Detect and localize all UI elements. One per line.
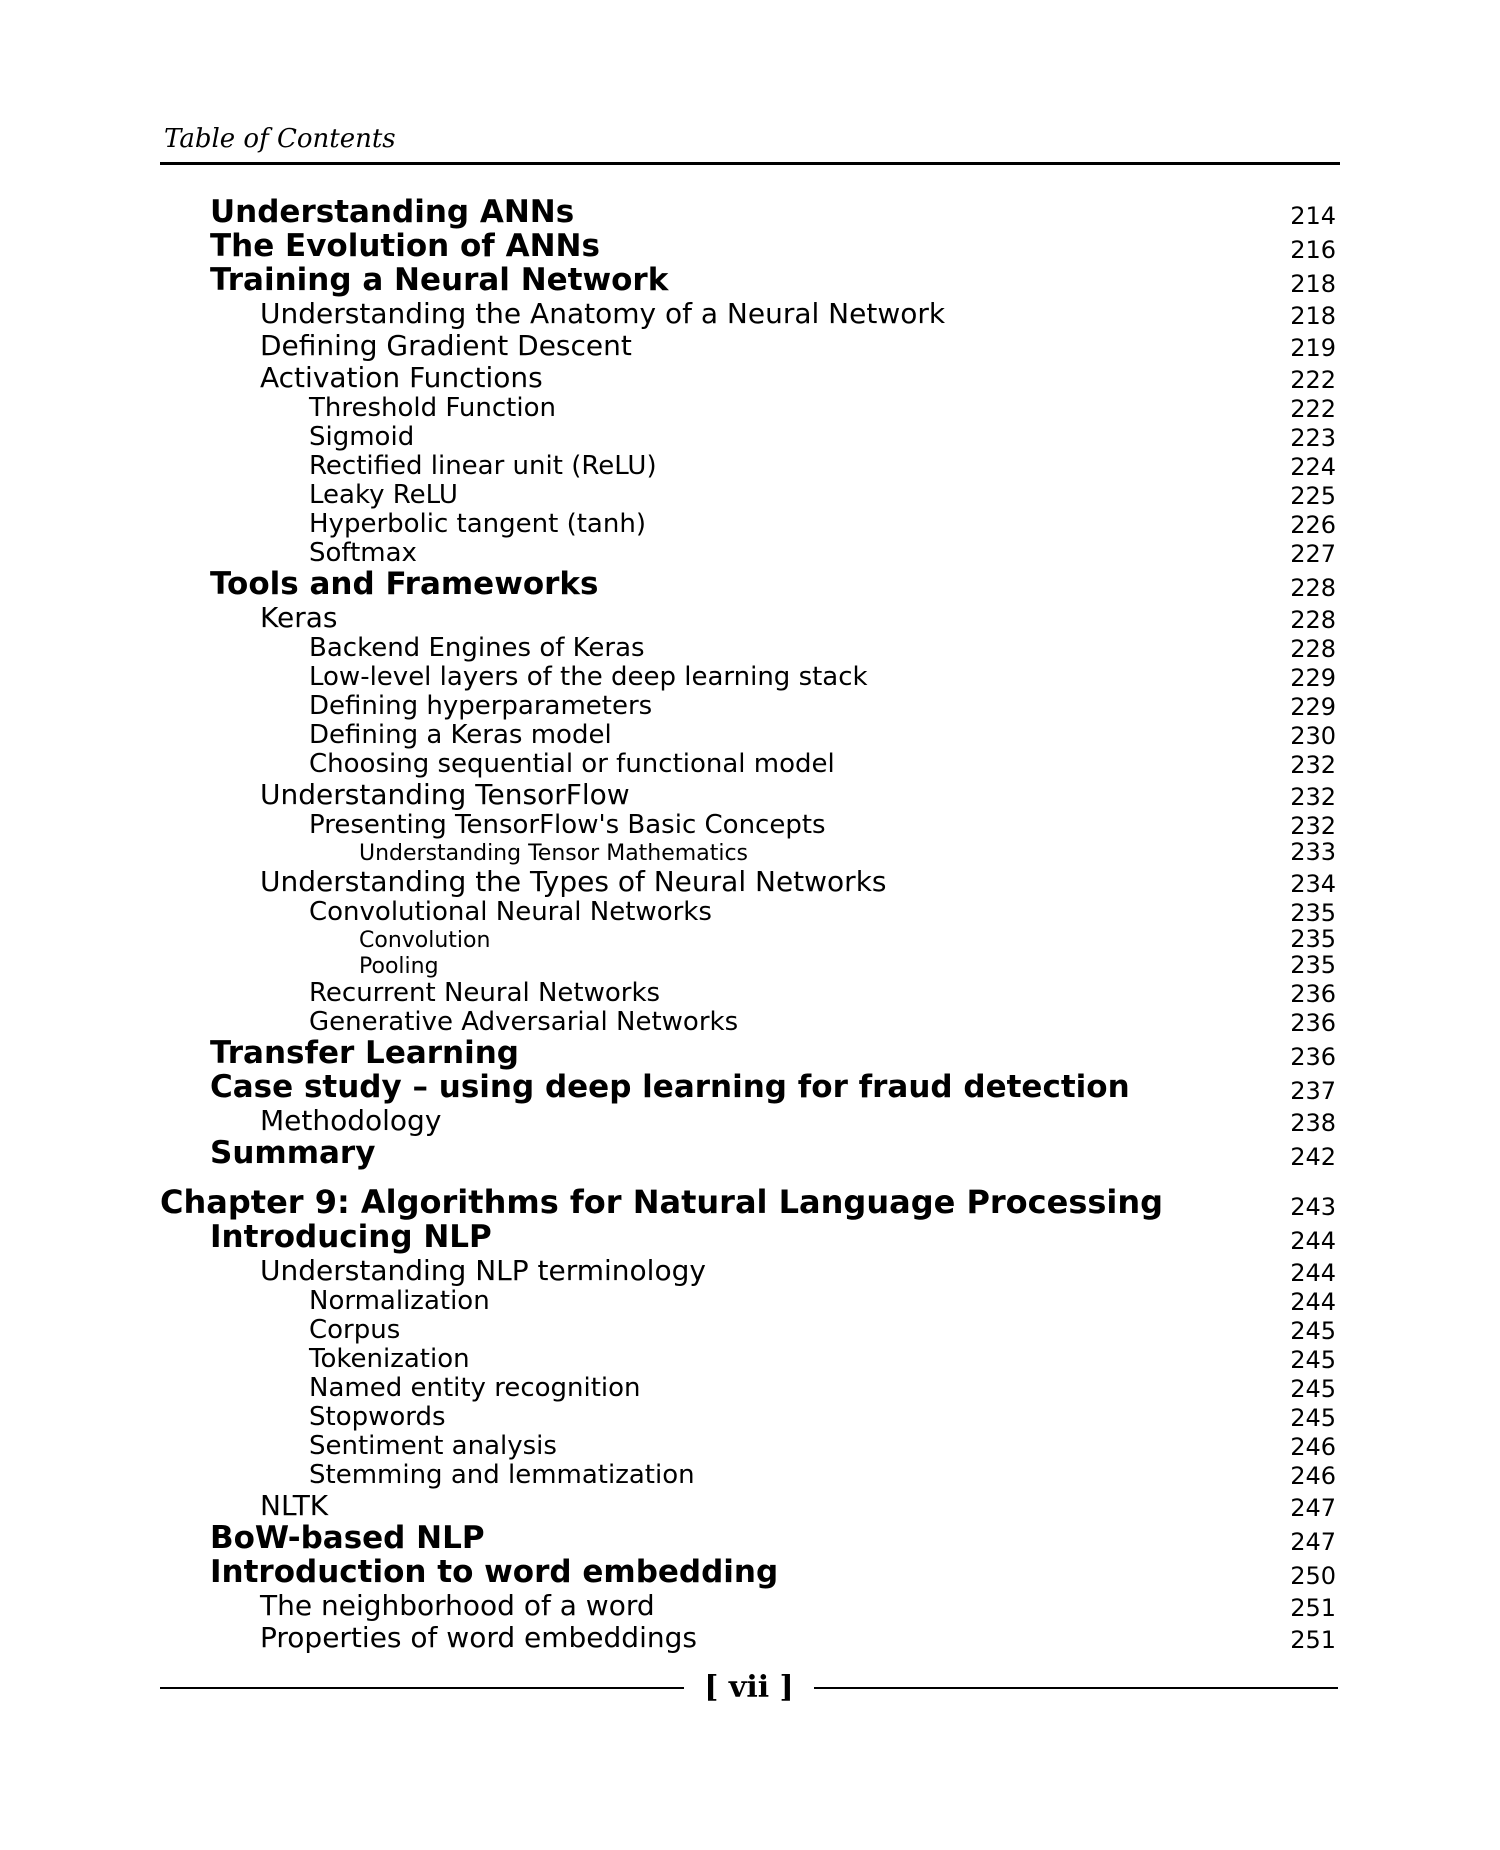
table-of-contents bbox=[160, 196, 1338, 1654]
toc-entry-title: Transfer Learning bbox=[210, 1035, 520, 1071]
toc-entry-page: 236 bbox=[1290, 1043, 1336, 1071]
toc-entry[interactable] bbox=[160, 1461, 1338, 1490]
toc-entry[interactable] bbox=[160, 1622, 1338, 1654]
page-footer bbox=[160, 1670, 1338, 1706]
toc-entry[interactable] bbox=[160, 663, 1338, 692]
toc-entry[interactable] bbox=[160, 840, 1338, 866]
toc-entry[interactable] bbox=[160, 1490, 1338, 1522]
toc-entry-title: Defining hyperparameters bbox=[309, 691, 653, 721]
toc-entry-title: Softmax bbox=[309, 538, 417, 568]
toc-entry[interactable] bbox=[160, 330, 1338, 362]
toc-entry-page: 237 bbox=[1290, 1077, 1336, 1105]
toc-entry[interactable] bbox=[160, 1403, 1338, 1432]
toc-entry-page: 229 bbox=[1290, 664, 1336, 692]
toc-entry-title: Chapter 9: Algorithms for Natural Language Processing bbox=[160, 1183, 1164, 1221]
footer-rule-right bbox=[814, 1687, 1338, 1689]
toc-entry-title: Sentiment analysis bbox=[309, 1431, 557, 1461]
toc-entry-page: 230 bbox=[1290, 722, 1336, 750]
toc-entry[interactable] bbox=[160, 1374, 1338, 1403]
toc-entry-title: Recurrent Neural Networks bbox=[309, 978, 661, 1008]
toc-entry[interactable] bbox=[160, 1345, 1338, 1374]
toc-entry-page: 242 bbox=[1290, 1143, 1336, 1171]
toc-entry[interactable] bbox=[160, 1287, 1338, 1316]
toc-entry-page: 246 bbox=[1290, 1462, 1336, 1490]
toc-entry-title: Backend Engines of Keras bbox=[309, 633, 645, 663]
toc-entry[interactable] bbox=[160, 602, 1338, 634]
toc-entry-title: Pooling bbox=[359, 954, 439, 979]
toc-entry[interactable] bbox=[160, 196, 1338, 230]
toc-entry[interactable] bbox=[160, 1071, 1338, 1105]
toc-entry-page: 244 bbox=[1290, 1227, 1336, 1255]
toc-entry-page: 228 bbox=[1290, 574, 1336, 602]
toc-entry[interactable] bbox=[160, 953, 1338, 979]
toc-entry-page: 227 bbox=[1290, 540, 1336, 568]
toc-entry-page: 226 bbox=[1290, 511, 1336, 539]
toc-entry[interactable] bbox=[160, 1556, 1338, 1590]
page-number: [ vii ] bbox=[704, 1670, 794, 1705]
toc-entry-page: 222 bbox=[1290, 366, 1336, 394]
toc-entry-title: Stemming and lemmatization bbox=[309, 1460, 695, 1490]
toc-entry-title: Activation Functions bbox=[260, 361, 543, 394]
toc-entry-title: BoW-based NLP bbox=[210, 1520, 485, 1556]
toc-entry-page: 232 bbox=[1290, 751, 1336, 779]
toc-entry[interactable] bbox=[160, 1221, 1338, 1255]
toc-entry-title: Methodology bbox=[260, 1104, 442, 1137]
toc-entry-page: 219 bbox=[1290, 334, 1336, 362]
toc-entry-title: Leaky ReLU bbox=[309, 480, 458, 510]
toc-entry-title: Named entity recognition bbox=[309, 1373, 641, 1403]
toc-entry[interactable] bbox=[160, 779, 1338, 811]
toc-entry-page: 243 bbox=[1290, 1193, 1336, 1221]
toc-entry[interactable] bbox=[160, 750, 1338, 779]
toc-entry-page: 245 bbox=[1290, 1375, 1336, 1403]
toc-entry-page: 235 bbox=[1290, 925, 1336, 953]
toc-entry[interactable] bbox=[160, 362, 1338, 394]
toc-entry-page: 245 bbox=[1290, 1346, 1336, 1374]
toc-entry-title: Introducing NLP bbox=[210, 1219, 492, 1255]
toc-entry-title: Training a Neural Network bbox=[210, 262, 669, 298]
toc-entry-title: Understanding the Types of Neural Networks bbox=[260, 865, 887, 898]
toc-entry-title: Presenting TensorFlow's Basic Concepts bbox=[309, 810, 826, 840]
toc-entry-page: 236 bbox=[1290, 1009, 1336, 1037]
toc-entry-page: 228 bbox=[1290, 606, 1336, 634]
toc-entry-page: 246 bbox=[1290, 1433, 1336, 1461]
toc-entry[interactable] bbox=[160, 394, 1338, 423]
toc-entry-title: Convolution bbox=[359, 928, 491, 953]
toc-entry[interactable] bbox=[160, 1522, 1338, 1556]
toc-entry[interactable] bbox=[160, 979, 1338, 1008]
toc-entry-title: Sigmoid bbox=[309, 422, 415, 452]
toc-entry[interactable] bbox=[160, 898, 1338, 927]
toc-entry-page: 222 bbox=[1290, 395, 1336, 423]
toc-entry-page: 229 bbox=[1290, 693, 1336, 721]
toc-entry-page: 236 bbox=[1290, 980, 1336, 1008]
toc-entry-page: 235 bbox=[1290, 899, 1336, 927]
toc-entry-title: Tokenization bbox=[309, 1344, 470, 1374]
toc-entry-title: Case study – using deep learning for fraud detection bbox=[210, 1069, 1130, 1105]
toc-entry[interactable] bbox=[160, 1316, 1338, 1345]
toc-entry-title: Understanding TensorFlow bbox=[260, 778, 630, 811]
toc-entry[interactable] bbox=[160, 230, 1338, 264]
toc-entry-page: 245 bbox=[1290, 1317, 1336, 1345]
toc-entry-page: 218 bbox=[1290, 270, 1336, 298]
toc-entry-title: Understanding Tensor Mathematics bbox=[359, 841, 748, 866]
toc-entry-page: 238 bbox=[1290, 1109, 1336, 1137]
toc-entry-page: 218 bbox=[1290, 302, 1336, 330]
toc-entry-title: Tools and Frameworks bbox=[210, 566, 599, 602]
toc-entry-page: 214 bbox=[1290, 202, 1336, 230]
toc-entry-title: Convolutional Neural Networks bbox=[309, 897, 712, 927]
running-head: Table of Contents bbox=[164, 124, 396, 154]
toc-entry-page: 224 bbox=[1290, 453, 1336, 481]
toc-entry-page: 228 bbox=[1290, 635, 1336, 663]
toc-entry-title: Choosing sequential or functional model bbox=[309, 749, 835, 779]
toc-entry[interactable] bbox=[160, 1105, 1338, 1137]
toc-entry[interactable] bbox=[160, 927, 1338, 953]
toc-entry-title: Summary bbox=[210, 1135, 376, 1171]
toc-entry[interactable] bbox=[160, 568, 1338, 602]
toc-entry[interactable] bbox=[160, 452, 1338, 481]
toc-entry-page: 232 bbox=[1290, 812, 1336, 840]
toc-entry-title: Understanding ANNs bbox=[210, 194, 575, 230]
toc-entry-title: Properties of word embeddings bbox=[260, 1621, 697, 1654]
toc-entry-title: Generative Adversarial Networks bbox=[309, 1007, 739, 1037]
toc-entry-title: The neighborhood of a word bbox=[260, 1589, 655, 1622]
toc-entry-page: 251 bbox=[1290, 1626, 1336, 1654]
toc-entry-title: Threshold Function bbox=[309, 393, 556, 423]
toc-entry[interactable] bbox=[160, 1137, 1338, 1171]
toc-entry-title: Stopwords bbox=[309, 1402, 446, 1432]
toc-entry[interactable] bbox=[160, 298, 1338, 330]
toc-entry-title: Normalization bbox=[309, 1286, 490, 1316]
toc-entry-page: 223 bbox=[1290, 424, 1336, 452]
toc-entry-title: Understanding the Anatomy of a Neural Network bbox=[260, 297, 946, 330]
footer-rule-left bbox=[160, 1687, 684, 1689]
toc-entry-page: 251 bbox=[1290, 1594, 1336, 1622]
header-rule bbox=[160, 162, 1340, 165]
toc-entry[interactable] bbox=[160, 423, 1338, 452]
toc-entry[interactable] bbox=[160, 721, 1338, 750]
toc-entry-page: 216 bbox=[1290, 236, 1336, 264]
toc-entry-page: 225 bbox=[1290, 482, 1336, 510]
toc-entry-page: 245 bbox=[1290, 1404, 1336, 1432]
toc-entry-page: 235 bbox=[1290, 951, 1336, 979]
toc-entry-page: 247 bbox=[1290, 1528, 1336, 1556]
toc-entry-page: 233 bbox=[1290, 838, 1336, 866]
toc-entry-title: Rectified linear unit (ReLU) bbox=[309, 451, 657, 481]
toc-entry[interactable] bbox=[160, 634, 1338, 663]
toc-entry-page: 232 bbox=[1290, 783, 1336, 811]
toc-entry[interactable] bbox=[160, 1590, 1338, 1622]
toc-entry-title: Defining Gradient Descent bbox=[260, 329, 632, 362]
toc-entry-title: Keras bbox=[260, 601, 338, 634]
toc-entry-title: Introduction to word embedding bbox=[210, 1554, 779, 1590]
toc-entry[interactable] bbox=[160, 811, 1338, 840]
page-header bbox=[160, 124, 1340, 165]
toc-entry[interactable] bbox=[160, 481, 1338, 510]
toc-entry-page: 247 bbox=[1290, 1494, 1336, 1522]
toc-entry[interactable] bbox=[160, 1255, 1338, 1287]
toc-entry-title: Defining a Keras model bbox=[309, 720, 612, 750]
toc-entry[interactable] bbox=[160, 1037, 1338, 1071]
toc-entry[interactable] bbox=[160, 1183, 1338, 1221]
toc-entry-title: NLTK bbox=[260, 1489, 329, 1522]
toc-entry[interactable] bbox=[160, 1432, 1338, 1461]
toc-entry[interactable] bbox=[160, 866, 1338, 898]
toc-entry-title: The Evolution of ANNs bbox=[210, 228, 600, 264]
toc-entry-title: Hyperbolic tangent (tanh) bbox=[309, 509, 646, 539]
toc-entry-page: 250 bbox=[1290, 1562, 1336, 1590]
toc-entry[interactable] bbox=[160, 510, 1338, 539]
toc-entry-title: Low-level layers of the deep learning stack bbox=[309, 662, 868, 692]
toc-entry[interactable] bbox=[160, 692, 1338, 721]
toc-entry-page: 234 bbox=[1290, 870, 1336, 898]
toc-entry-page: 244 bbox=[1290, 1259, 1336, 1287]
toc-entry[interactable] bbox=[160, 264, 1338, 298]
toc-entry-title: Corpus bbox=[309, 1315, 401, 1345]
toc-entry-title: Understanding NLP terminology bbox=[260, 1254, 706, 1287]
toc-entry[interactable] bbox=[160, 539, 1338, 568]
toc-entry[interactable] bbox=[160, 1008, 1338, 1037]
toc-entry-page: 244 bbox=[1290, 1288, 1336, 1316]
